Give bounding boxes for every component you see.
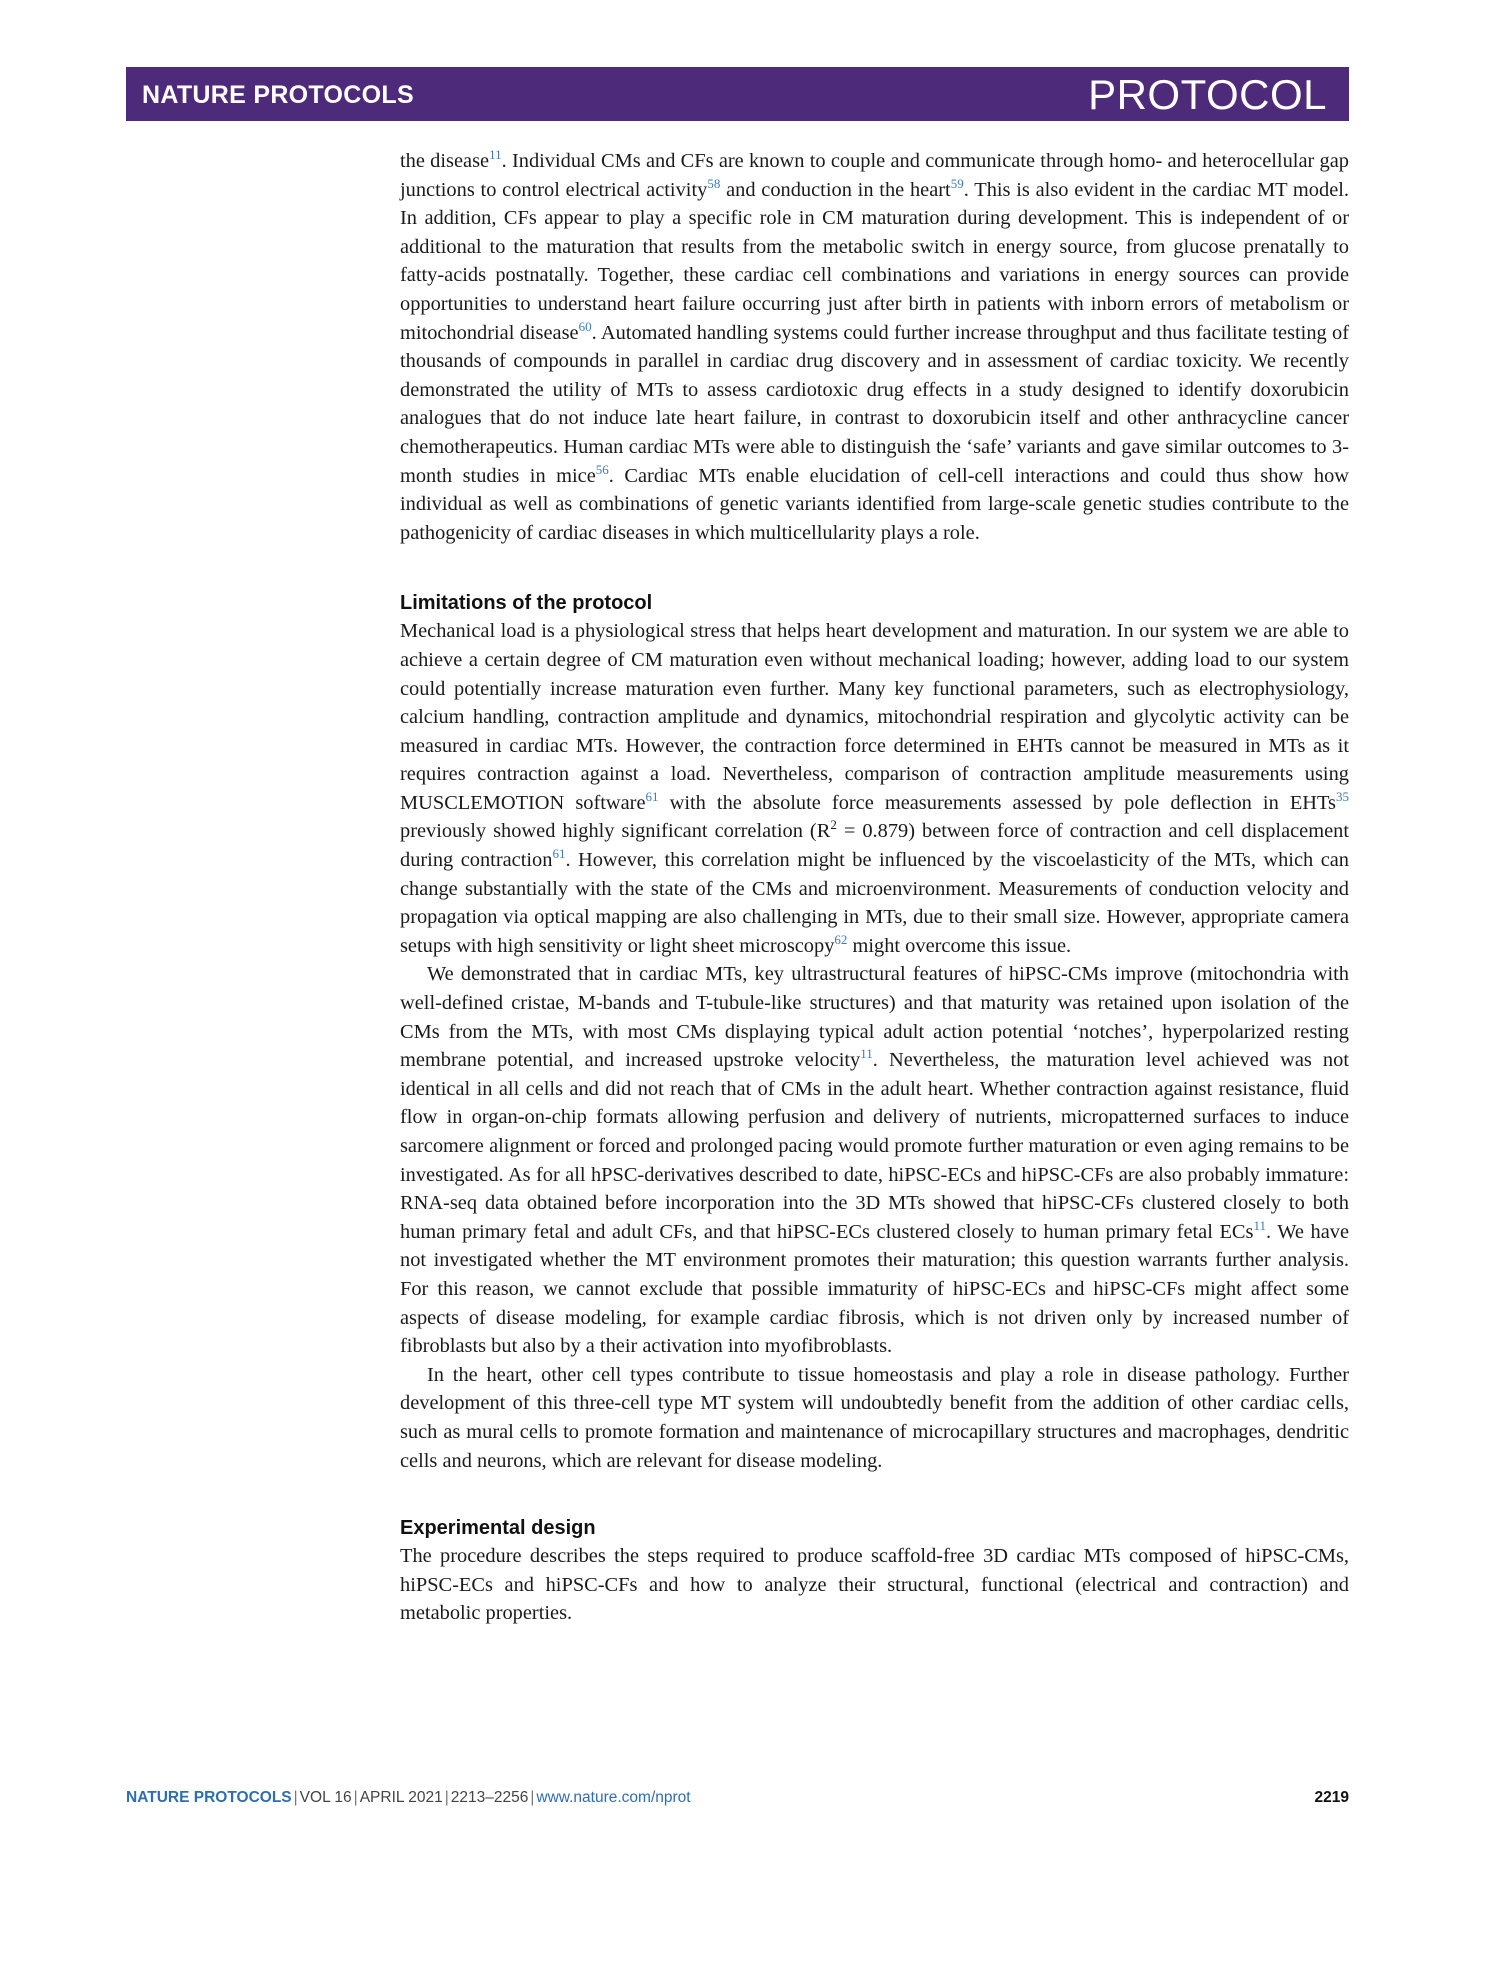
text-run: Mechanical load is a physiological stress that helps heart development and maturation. In our system we are able to achieve a certain degree of CM maturation even without mechanical loading; however, adding load to our system could potentially increase maturation even further. Many key functional parameters, such as electrophysiology, calcium handling, contraction amplitude and dynamics, mitochondrial respiration and glycolytic activity can be measured in cardiac MTs. However, the contraction force determined in EHTs cannot be measured in MTs as it requires contraction against a load. Nevertheless, comparison of contraction amplitude measurements using MUSCLEMOTION software xyxy=(400,620,1349,814)
header-bar xyxy=(126,67,1349,121)
text-run: . Individual CMs and CFs are known to couple and communicate through homo- and heterocellular gap junctions to control electrical activity xyxy=(400,150,1349,201)
paragraph-cell-types: In the heart, other cell types contribute to tissue homeostasis and play a role in disease pathology. Further development of this three-cell type MT system will undoubtedly benefit from the addition of other cardiac cells, such as mural cells to promote formation and maintenance of microcapillary structures and macrophages, dendritic cells and neurons, which are relevant for disease modeling. xyxy=(400,1363,1349,1472)
reference-link[interactable]: 60 xyxy=(578,318,592,334)
reference-link[interactable]: 11 xyxy=(860,1046,873,1062)
footer-date: APRIL 2021 xyxy=(359,1789,443,1806)
footer-journal-name: NATURE PROTOCOLS xyxy=(126,1789,292,1806)
footer-pages: 2213–2256 xyxy=(450,1789,529,1806)
text-run: We demonstrated that in cardiac MTs, key ultrastructural features of hiPSC-CMs improve (mitochondria with well-defined cristae, M-bands and T-tubule-like structures) and that maturity was retained upon isolation of the CMs from the MTs, with most CMs displaying typical adult action potential ‘notches’, hyperpolarized resting membrane potential, and increased upstroke velocity xyxy=(400,963,1349,1072)
article-type: PROTOCOL xyxy=(1088,71,1327,118)
text-run: might overcome this issue. xyxy=(847,934,1072,957)
reference-link[interactable]: 62 xyxy=(834,932,848,948)
text-run: . Nevertheless, the maturation level achieved was not identical in all cells and did not reach that of CMs in the adult heart. Whether contraction against resistance, fluid flow in organ-on-chip formats allowing perfusion and delivery of nutrients, micropatterned surfaces to induce sarcomere alignment or forced and prolonged pacing would promote further maturation or even aging remains to be investigated. As for all hPSC-derivatives described to date, hiPSC-ECs and hiPSC-CFs are also probably immature: RNA-seq data obtained before incorporation into the 3D MTs showed that hiPSC-CFs clustered closely to both human primary fetal and adult CFs, and that hiPSC-ECs clustered closely to human primary fetal ECs xyxy=(400,1049,1349,1243)
text-run: . Automated handling systems could further increase throughput and thus facilitate testing of thousands of compounds in parallel in cardiac drug discovery and in assessment of cardiac toxicity. We recently demonstrated the utility of MTs to assess cardiotoxic drug effects in a study designed to identify doxorubicin analogues that do not induce late heart failure, in contrast to doxorubicin itself and other anthracycline cancer chemotherapeutics. Human cardiac MTs were able to distinguish the ‘safe’ variants and gave similar outcomes to 3-month studies in mice xyxy=(400,321,1350,487)
journal-name: NATURE PROTOCOLS xyxy=(142,81,414,109)
paragraph-limitations xyxy=(400,617,1349,960)
footer-volume: VOL 16 xyxy=(299,1789,352,1806)
text-run: and conduction in the heart xyxy=(720,178,951,201)
reference-link[interactable]: 35 xyxy=(1336,789,1349,805)
text-run: = 0.879) between force of contraction and cell displacement during contraction xyxy=(400,820,1349,872)
article-body xyxy=(400,147,1349,1628)
reference-link[interactable]: 61 xyxy=(645,789,659,805)
footer-url-link[interactable]: www.nature.com/nprot xyxy=(536,1789,691,1806)
paragraph-maturation xyxy=(400,960,1349,1360)
page-number: 2219 xyxy=(1314,1789,1349,1806)
text-run: . Cardiac MTs enable elucidation of cell-cell interactions and could thus show how individual as well as combinations of genetic variants identified from large-scale genetic studies contribute to the pathogenicity of cardiac diseases in which multicellularity plays a role. xyxy=(400,464,1349,544)
footer-separator: | xyxy=(444,1789,449,1806)
section-heading-experimental-design: Experimental design xyxy=(400,1517,596,1540)
page-footer xyxy=(126,1789,1349,1813)
text-run: the disease xyxy=(400,150,490,172)
section-heading-limitations: Limitations of the protocol xyxy=(400,592,653,615)
paragraph-intro xyxy=(400,147,1349,547)
footer-separator: | xyxy=(353,1789,358,1806)
reference-link[interactable]: 56 xyxy=(595,461,609,477)
text-run: . However, this correlation might be influenced by the viscoelasticity of the MTs, which can change substantially with the state of the CMs and microenvironment. Measurements of conduction velocity and propagation via optical mapping are also challenging in MTs, due to their small size. However, appropriate camera setups with high sensitivity or light sheet microscopy xyxy=(400,849,1349,957)
reference-link[interactable]: 59 xyxy=(950,175,964,191)
superscript-exponent: 2 xyxy=(830,817,837,833)
reference-link[interactable]: 61 xyxy=(552,846,566,862)
footer-separator: | xyxy=(530,1789,535,1806)
paragraph-experimental-design: The procedure describes the steps required to produce scaffold-free 3D cardiac MTs composed of hiPSC-CMs, hiPSC-ECs and hiPSC-CFs and how to analyze their structural, functional (electrical and contraction) and metabolic properties. xyxy=(400,1545,1349,1625)
text-run: . We have not investigated whether the MT environment promotes their maturation; this question warrants further analysis. For this reason, we cannot exclude that possible immaturity of hiPSC-ECs and hiPSC-CFs might affect some aspects of disease modeling, for example cardiac fibrosis, which is not driven only by increased number of fibroblasts but also by a their activation into myofibroblasts. xyxy=(400,1220,1350,1358)
footer-separator: | xyxy=(293,1789,298,1806)
reference-link[interactable]: 11 xyxy=(489,147,502,163)
reference-link[interactable]: 58 xyxy=(707,175,721,191)
text-run: with the absolute force measurements assessed by pole deflection in EHTs xyxy=(658,791,1336,814)
text-run: previously showed highly significant correlation (R xyxy=(400,820,831,843)
text-run: . This is also evident in the cardiac MT model. In addition, CFs appear to play a specific role in CM maturation during development. This is independent of or additional to the maturation that results from the metabolic switch in energy source, from glucose prenatally to fatty-acids postnatally. Together, these cardiac cell combinations and variations in energy sources can provide opportunities to understand heart failure occurring just after birth in patients with inborn errors of metabolism or mitochondrial disease xyxy=(400,178,1350,344)
reference-link[interactable]: 11 xyxy=(1253,1217,1266,1233)
